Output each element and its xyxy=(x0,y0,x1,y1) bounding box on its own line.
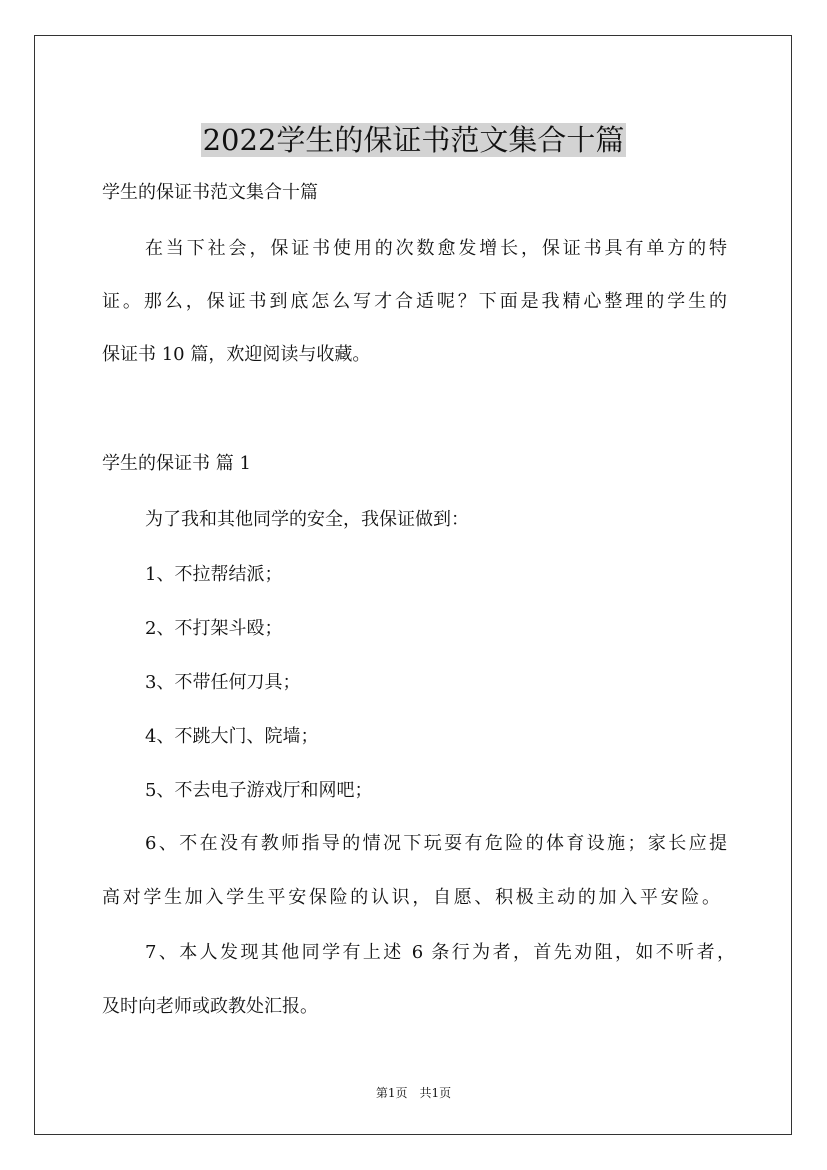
list-item-continued: 及时向老师或政教处汇报。 xyxy=(102,996,318,1017)
list-item: 3、不带任何刀具； xyxy=(145,672,301,693)
document-title xyxy=(0,119,827,161)
document-title-text: 2022学生的保证书范文集合十篇 xyxy=(202,123,625,158)
page-number: 第1页 xyxy=(375,1086,408,1100)
list-item: 6、不在没有教师指导的情况下玩耍有危险的体育设施；家长应提 xyxy=(145,833,727,854)
intro-line-2: 证。那么，保证书到底怎么写才合适呢？下面是我精心整理的学生的 xyxy=(102,291,727,312)
intro-line-1: 在当下社会，保证书使用的次数愈发增长，保证书具有单方的特 xyxy=(145,238,727,259)
list-item: 1、不拉帮结派； xyxy=(145,564,283,585)
list-item-continued: 高对学生加入学生平安保险的认识，自愿、积极主动的加入平安险。 xyxy=(102,887,720,908)
list-item: 7、本人发现其他同学有上述 6 条行为者，首先劝阻，如不听者， xyxy=(145,942,735,963)
list-item: 5、不去电子游戏厅和网吧； xyxy=(145,780,373,801)
section-heading: 学生的保证书 篇 1 xyxy=(102,453,251,474)
intro-line-3: 保证书 10 篇，欢迎阅读与收藏。 xyxy=(102,344,371,365)
page-footer xyxy=(0,1084,827,1102)
list-item: 4、不跳大门、院墙； xyxy=(145,726,319,747)
section-lead: 为了我和其他同学的安全，我保证做到： xyxy=(145,509,469,530)
list-item: 2、不打架斗殴； xyxy=(145,618,283,639)
subtitle: 学生的保证书范文集合十篇 xyxy=(102,182,318,203)
page-total: 共1页 xyxy=(419,1086,452,1100)
